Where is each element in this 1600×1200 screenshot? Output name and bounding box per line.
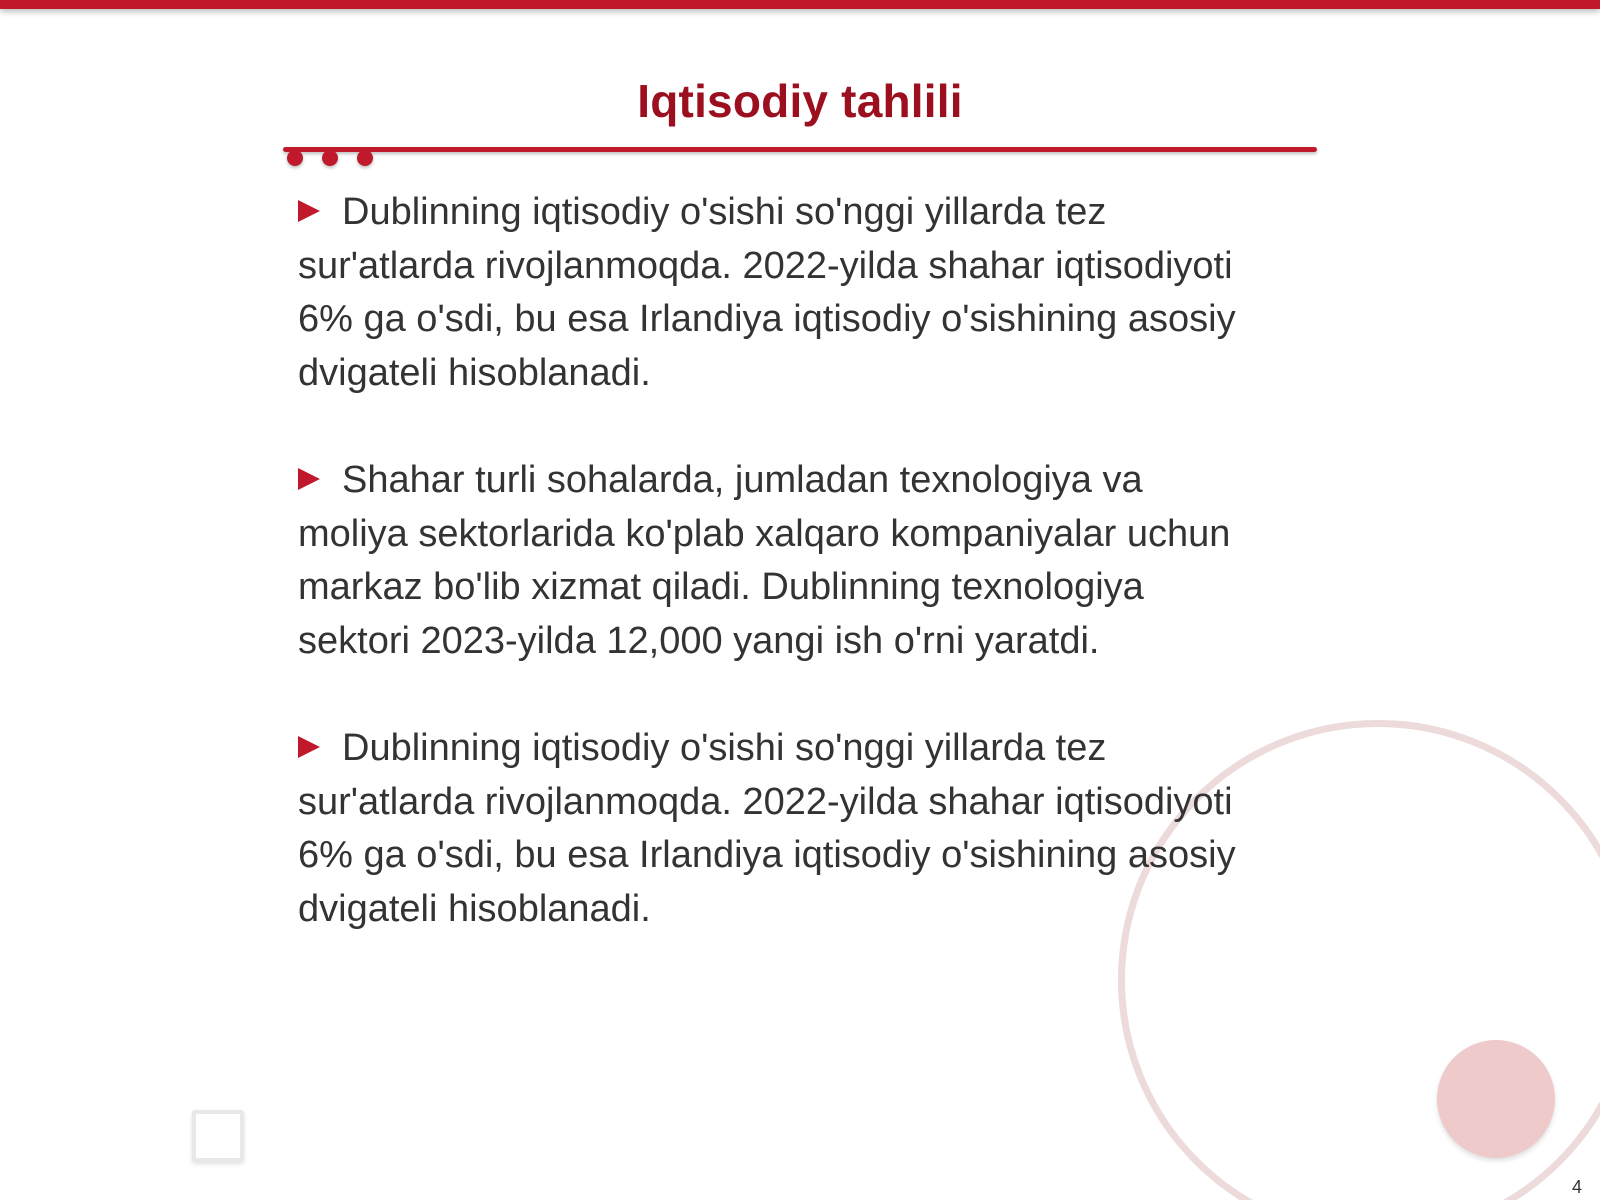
decorative-square [192, 1110, 244, 1162]
bullet-item [298, 722, 1258, 936]
bullet-item [298, 186, 1258, 400]
decorative-dot [357, 150, 373, 166]
decorative-dot [287, 150, 303, 166]
top-accent-bar [0, 0, 1600, 9]
bullet-text: Shahar turli sohalarda, jumladan texnologiya va moliya sektorlarida ko'plab xalqaro kompaniyalar uchun markaz bo'lib xizmat qiladi. Dublinning texnologiya sektori 2023-yilda 12,000 yangi ish o'rni yaratdi. [298, 459, 1231, 662]
slide-title: Iqtisodiy tahlili [637, 75, 963, 127]
bullet-list [298, 186, 1258, 990]
decorative-dot [322, 150, 338, 166]
triangle-right-icon [298, 468, 320, 490]
bullet-text: Dublinning iqtisodiy o'sishi so'nggi yillarda tez sur'atlarda rivojlanmoqda. 2022-yilda shahar iqtisodiyoti 6% ga o'sdi, bu esa Irlandiya iqtisodiy o'sishining asosiy dvigateli hisoblanadi. [298, 727, 1236, 930]
triangle-right-icon [298, 200, 320, 222]
bullet-text: Dublinning iqtisodiy o'sishi so'nggi yillarda tez sur'atlarda rivojlanmoqda. 2022-yilda shahar iqtisodiyoti 6% ga o'sdi, bu esa Irlandiya iqtisodiy o'sishining asosiy dvigateli hisoblanadi. [298, 191, 1236, 394]
bullet-item [298, 454, 1258, 668]
page-number: 4 [1571, 1177, 1582, 1197]
title-underline [283, 147, 1317, 152]
decorative-circle-filled [1437, 1040, 1555, 1158]
triangle-right-icon [298, 736, 320, 758]
